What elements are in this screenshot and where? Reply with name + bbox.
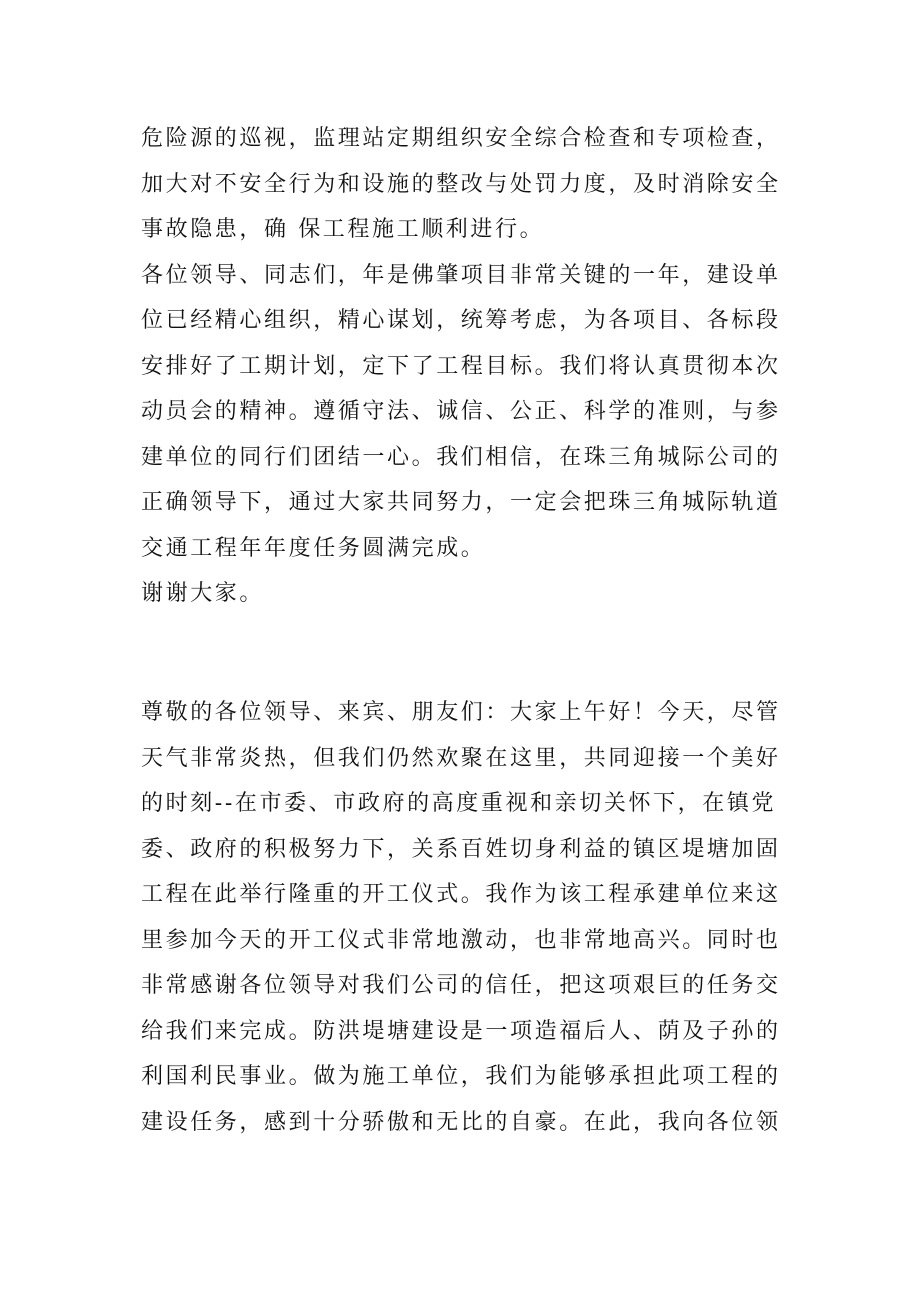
text-line: 安排好了工期计划，定下了工程目标。我们将认真贯彻本次 — [141, 353, 781, 379]
text-line: 委、政府的积极努力下，关系百姓切身利益的镇区堤塘加固 — [141, 836, 781, 862]
text-line: 工程在此举行隆重的开工仪式。我作为该工程承建单位来这 — [141, 882, 781, 907]
text-line: 危险源的巡视，监理站定期组织安全综合检查和专项检查， — [141, 126, 781, 151]
text-line: 尊敬的各位领导、来宾、朋友们：大家上午好！今天，尽管 — [141, 700, 781, 725]
text-line: 建单位的同行们团结一心。我们相信，在珠三角城际公司的 — [141, 444, 781, 470]
text-line: 正确领导下，通过大家共同努力，一定会把珠三角城际轨道 — [141, 490, 781, 515]
text-line: 天气非常炎热，但我们仍然欢聚在这里，共同迎接一个美好 — [141, 745, 781, 771]
text-line: 的时刻--在市委、市政府的高度重视和亲切关怀下，在镇党 — [141, 791, 777, 816]
text-line: 给我们来完成。防洪堤塘建设是一项造福后人、荫及子孙的 — [141, 1018, 781, 1044]
text-line: 建设任务，感到十分骄傲和无比的自豪。在此，我向各位领 — [141, 1109, 781, 1135]
text-line: 位已经精心组织，精心谋划，统筹考虑，为各项目、各标段 — [141, 308, 781, 333]
text-line: 谢谢大家。 — [141, 581, 265, 606]
document-section-1 — [141, 116, 791, 617]
text-line: 利国利民事业。做为施工单位，我们为能够承担此项工程的 — [141, 1064, 781, 1089]
text-line: 交通工程年年度任务圆满完成。 — [141, 535, 486, 561]
text-line: 各位领导、同志们，年是佛肇项目非常关键的一年，建设单 — [141, 262, 781, 288]
text-line: 里参加今天的开工仪式非常地激动，也非常地高兴。同时也 — [141, 927, 781, 953]
text-line: 加大对不安全行为和设施的整改与处罚力度，及时消除安全 — [141, 171, 781, 197]
text-line: 动员会的精神。遵循守法、诚信、公正、科学的准则，与参 — [141, 399, 781, 424]
text-line: 事故隐患，确 保工程施工顺利进行。 — [141, 217, 545, 242]
document-section-2 — [141, 690, 791, 1145]
text-line: 非常感谢各位领导对我们公司的信任，把这项艰巨的任务交 — [141, 973, 781, 998]
